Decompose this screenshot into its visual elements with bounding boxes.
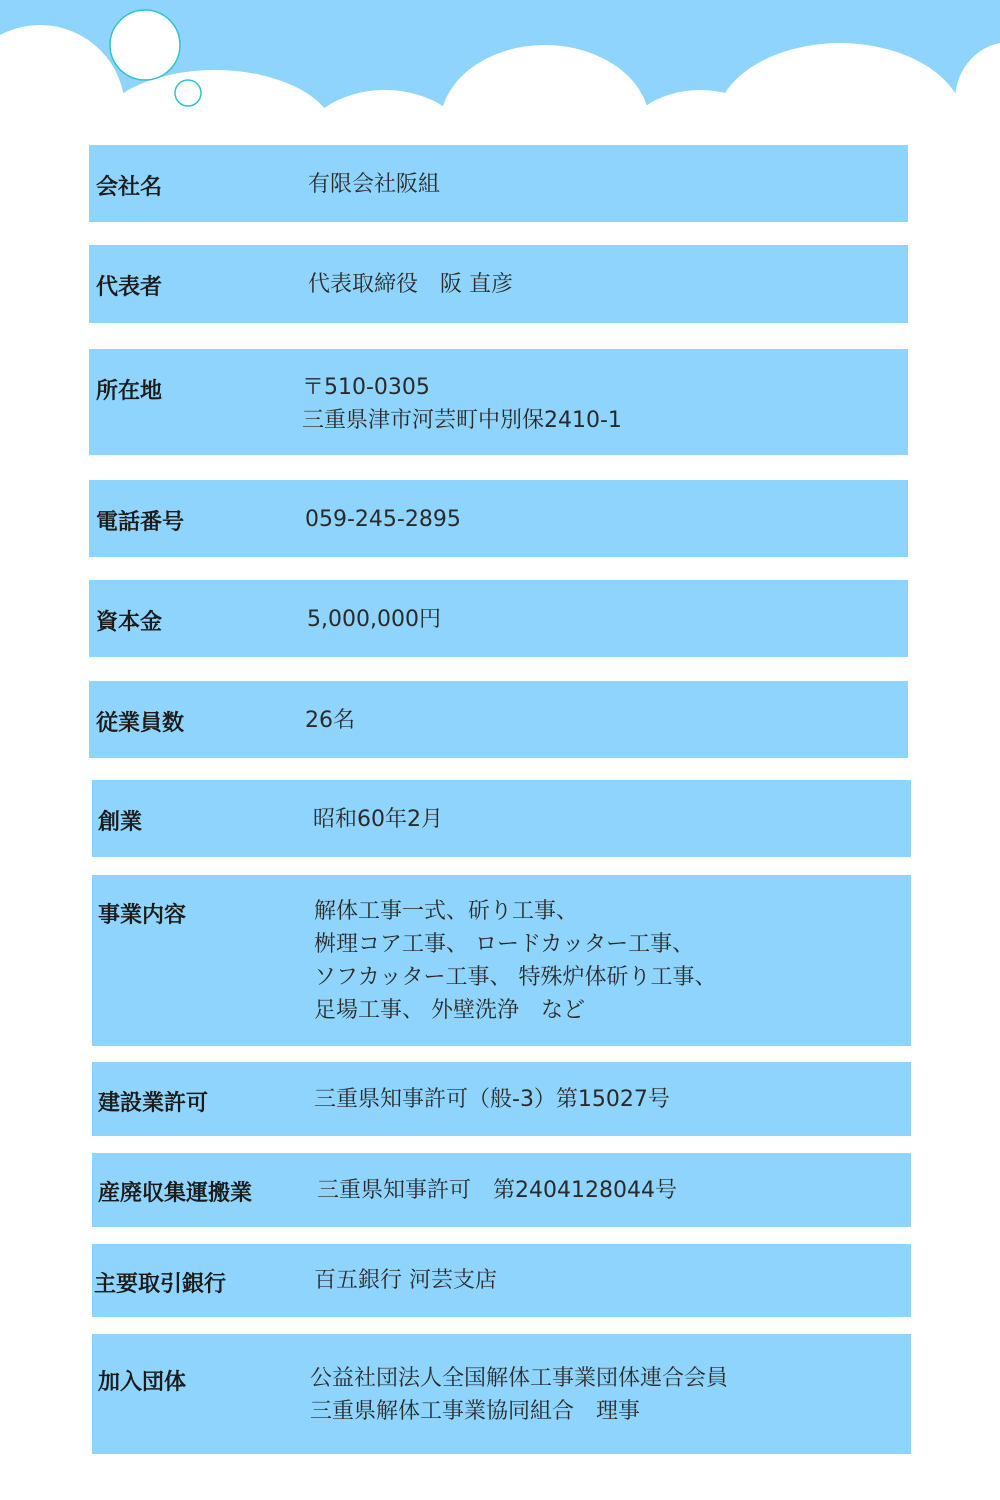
value-line: ソフカッター工事、 特殊炉体斫り工事、 — [314, 965, 717, 990]
row-label-business: 事業内容 — [98, 903, 187, 928]
value-line: 三重県知事許可（般-3）第15027号 — [314, 1087, 670, 1112]
value-line: 桝理コア工事、 ロードカッター工事、 — [314, 932, 695, 957]
value-line: 三重県津市河芸町中別保2410-1 — [302, 408, 622, 433]
row-label-bank: 主要取引銀行 — [94, 1272, 227, 1297]
row-label-memberships: 加入団体 — [98, 1370, 187, 1395]
info-row-employees — [89, 681, 908, 758]
row-value-phone — [305, 503, 461, 536]
row-label-capital: 資本金 — [96, 610, 163, 635]
row-value-construction-license — [314, 1083, 670, 1116]
row-value-company-name — [308, 168, 440, 201]
row-value-business — [314, 895, 717, 1027]
info-row-phone — [89, 480, 908, 557]
sky-clouds-header — [0, 0, 1000, 140]
info-row-capital — [89, 580, 908, 657]
value-line: 三重県解体工事業協同組合 理事 — [310, 1399, 641, 1424]
info-row-company-name — [89, 145, 908, 222]
row-label-representative: 代表者 — [96, 275, 163, 300]
row-label-phone: 電話番号 — [96, 510, 185, 535]
value-line: 三重県知事許可 第2404128044号 — [317, 1178, 677, 1203]
row-value-founded — [313, 803, 443, 836]
bubble-small — [175, 80, 201, 106]
value-line: 足場工事、 外壁洗浄 など — [314, 998, 585, 1023]
value-line: 059-245-2895 — [305, 507, 461, 532]
row-value-bank — [314, 1264, 497, 1297]
info-row-founded — [92, 780, 911, 857]
row-value-representative — [308, 268, 513, 301]
row-label-waste-transport: 産廃収集運搬業 — [98, 1181, 253, 1206]
value-line: 有限会社阪組 — [308, 172, 441, 197]
value-line: 〒510-0305 — [302, 375, 430, 400]
value-line: 5,000,000円 — [307, 607, 441, 632]
row-value-address — [302, 371, 622, 437]
value-line: 昭和60年2月 — [313, 807, 443, 832]
row-value-employees — [305, 704, 355, 737]
row-label-address: 所在地 — [96, 379, 163, 404]
row-value-capital — [307, 603, 441, 636]
value-line: 代表取締役 阪 直彦 — [308, 272, 513, 297]
value-line: 公益社団法人全国解体工事業団体連合会員 — [310, 1366, 729, 1391]
row-value-waste-transport — [317, 1174, 677, 1207]
row-label-company-name: 会社名 — [96, 175, 163, 200]
value-line: 26名 — [305, 708, 355, 733]
value-line: 解体工事一式、斫り工事、 — [314, 899, 579, 924]
row-value-memberships — [310, 1362, 728, 1428]
bubble-large — [110, 10, 180, 80]
value-line: 百五銀行 河芸支店 — [314, 1268, 497, 1293]
row-label-employees: 従業員数 — [96, 711, 185, 736]
row-label-founded: 創業 — [98, 810, 143, 835]
row-label-construction-license: 建設業許可 — [98, 1091, 209, 1116]
